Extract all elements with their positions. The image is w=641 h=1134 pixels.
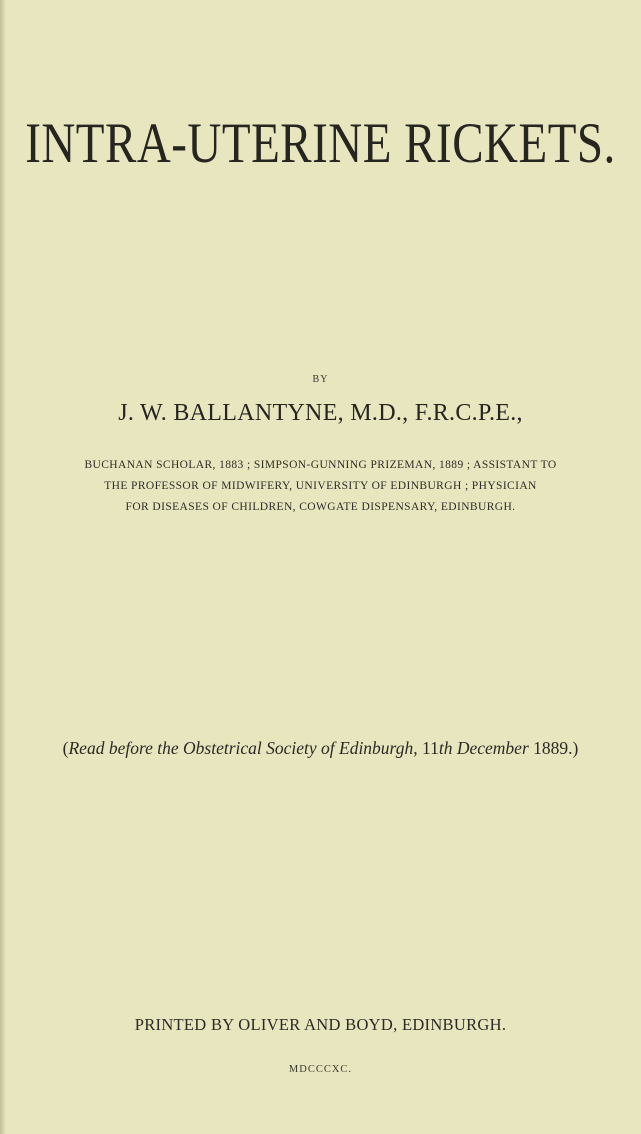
- publication-year: MDCCCXC.: [288, 1064, 353, 1075]
- note-day-suffix: th: [438, 738, 453, 758]
- author-credentials: [40, 455, 601, 518]
- printer-imprint: PRINTED BY OLIVER AND BOYD, EDINBURGH.: [134, 1015, 507, 1034]
- note-day-number: 11: [421, 738, 439, 758]
- by-label: BY: [312, 374, 329, 385]
- note-society: Read before the Obstetrical Society of Edinburgh,: [68, 738, 418, 758]
- credentials-line-1: BUCHANAN SCHOLAR, 1883 ; SIMPSON-GUNNING PRIZEMAN, 1889 ; ASSISTANT TO: [84, 459, 557, 471]
- reading-note: [0, 738, 641, 759]
- note-month: December: [456, 738, 529, 758]
- document-title: INTRA-UTERINE RICKETS.: [25, 112, 616, 176]
- credentials-line-2: THE PROFESSOR OF MIDWIFERY, UNIVERSITY OF EDINBURGH ; PHYSICIAN: [104, 480, 537, 492]
- note-open-bracket: (: [62, 738, 69, 758]
- author-name: J. W. BALLANTYNE, M.D., F.R.C.P.E.,: [118, 400, 523, 426]
- note-year: 1889.): [533, 738, 579, 758]
- credentials-line-3: FOR DISEASES OF CHILDREN, COWGATE DISPENSARY, EDINBURGH.: [125, 501, 516, 513]
